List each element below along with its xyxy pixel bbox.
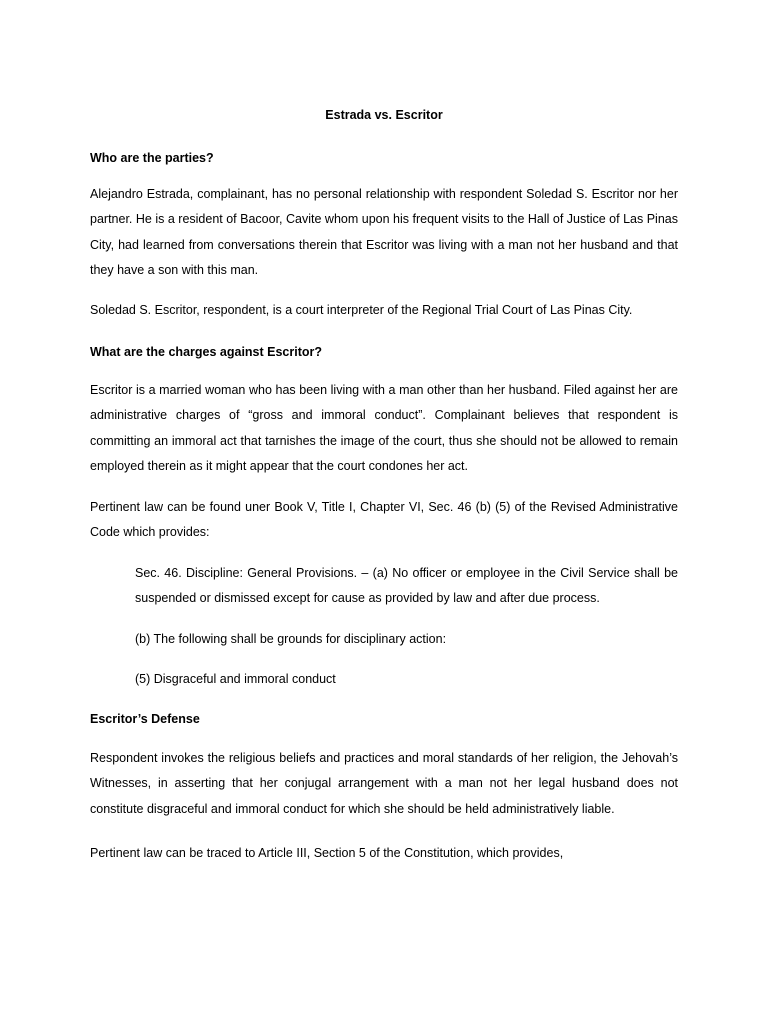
- quote-b: (b) The following shall be grounds for disciplinary action:: [135, 632, 447, 646]
- paragraph-escritor: Soledad S. Escritor, respondent, is a court interpreter of the Regional Trial Court of Las Pinas City.: [90, 303, 633, 317]
- paragraph-charges: Escritor is a married woman who has been living with a man other than her husband. Filed against her are administrative charges of “gross and immoral conduct”. Complainant believes that respondent is committing an immoral act that tarnishes the image of the court, thus she should not be allowed to remain employed therein as it might appear that the court condones her act.: [90, 383, 678, 473]
- paragraph-law-2: Pertinent law can be traced to Article III, Section 5 of the Constitution, which provides,: [90, 846, 564, 860]
- heading-parties: Who are the parties?: [90, 151, 214, 165]
- heading-defense: Escritor’s Defense: [90, 712, 200, 726]
- document-title: Estrada vs. Escritor: [325, 108, 443, 122]
- paragraph-law-1: Pertinent law can be found uner Book V, Title I, Chapter VI, Sec. 46 (b) (5) of the Revised Administrative Code which provides:: [90, 500, 678, 540]
- quote-sec-46: Sec. 46. Discipline: General Provisions. – (a) No officer or employee in the Civil Service shall be suspended or dismissed except for cause as provided by law and after due process.: [135, 566, 678, 606]
- paragraph-estrada: Alejandro Estrada, complainant, has no personal relationship with respondent Soledad S. Escritor nor her partner. He is a resident of Bacoor, Cavite whom upon his frequent visits to the Hall of Justice of Las Pinas City, had learned from conversations therein that Escritor was living with a man not her husband and that they have a son with this man.: [90, 187, 678, 277]
- quote-5: (5) Disgraceful and immoral conduct: [135, 672, 336, 686]
- heading-charges: What are the charges against Escritor?: [90, 345, 323, 359]
- paragraph-defense: Respondent invokes the religious beliefs and practices and moral standards of her religion, the Jehovah’s Witnesses, in asserting that her conjugal arrangement with a man not her legal husband does not constitute disgraceful and immoral conduct for which she should be held administratively liable.: [90, 751, 678, 816]
